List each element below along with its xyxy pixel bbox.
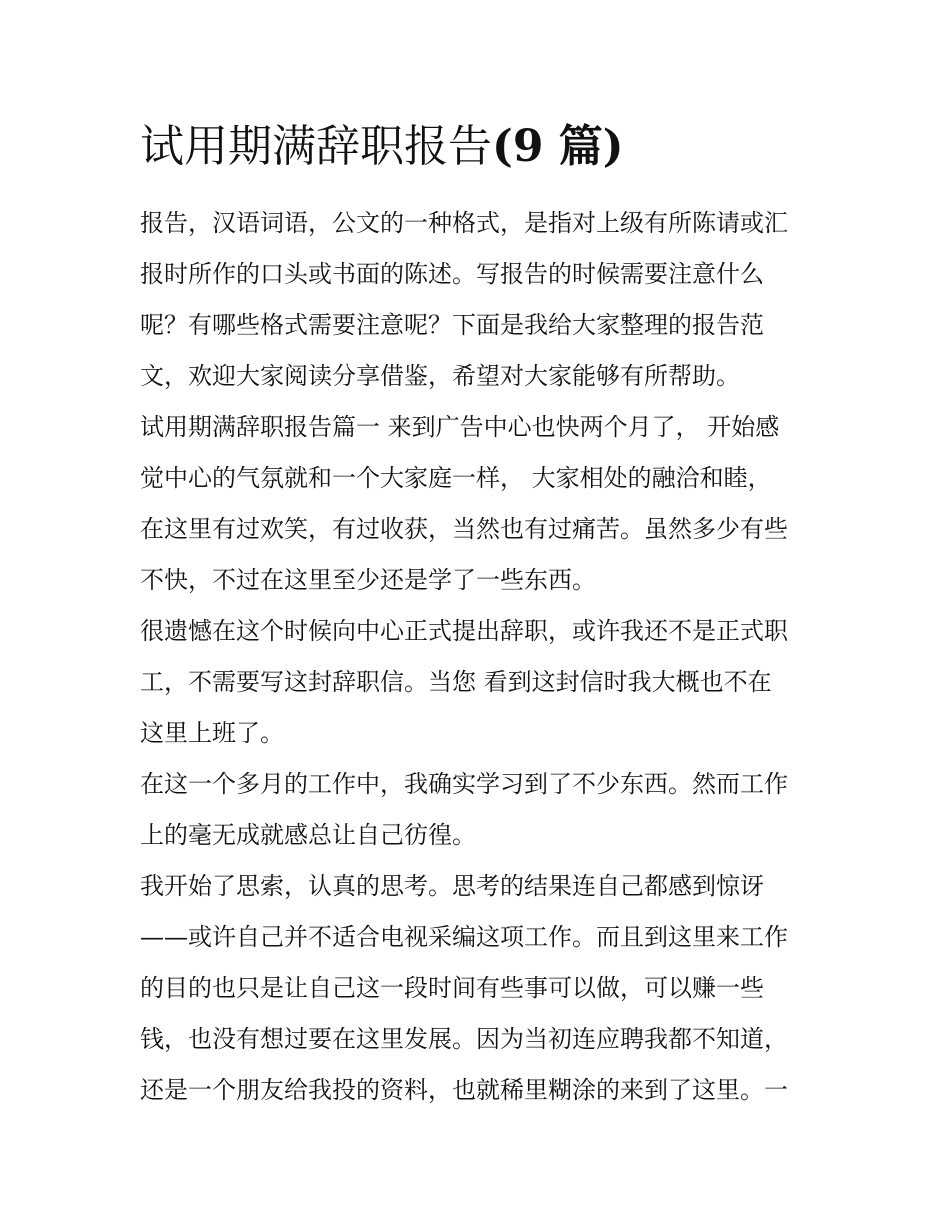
- text-line: 在这一个多月的工作中，我确实学习到了不少东西。然而工作: [140, 770, 788, 798]
- document-title: [140, 118, 624, 176]
- text-line: 的目的也只是让自己这一段时间有些事可以做，可以赚一些: [140, 974, 764, 1002]
- title-count: (9 篇): [492, 121, 624, 172]
- text-line: 工，不需要写这封辞职信。当您 看到这封信时我大概也不在: [140, 668, 772, 696]
- text-line: 上的毫无成就感总让自己彷徨。: [140, 821, 476, 849]
- text-line: ——或许自己并不适合电视采编这项工作。而且到这里来工作: [140, 923, 788, 951]
- text-line: 报告，汉语词语，公文的一种格式，是指对上级有所陈请或汇: [140, 209, 788, 237]
- text-line: 我开始了思索，认真的思考。思考的结果连自己都感到惊讶: [140, 872, 764, 900]
- text-line: 报时所作的口头或书面的陈述。写报告的时候需要注意什么: [140, 260, 764, 288]
- text-line: 很遗憾在这个时候向中心正式提出辞职，或许我还不是正式职: [140, 617, 788, 645]
- text-line: 文，欢迎大家阅读分享借鉴，希望对大家能够有所帮助。: [140, 362, 740, 390]
- text-line: 这里上班了。: [140, 719, 284, 747]
- text-line: 呢？有哪些格式需要注意呢？下面是我给大家整理的报告范: [140, 311, 764, 339]
- document-body: [140, 198, 820, 1116]
- text-line: 觉中心的气氛就和一个大家庭一样， 大家相处的融洽和睦，: [140, 464, 772, 492]
- text-line: 还是一个朋友给我投的资料，也就稀里糊涂的来到了这里。一: [140, 1076, 788, 1104]
- text-line: 试用期满辞职报告篇一 来到广告中心也快两个月了， 开始感: [140, 413, 780, 441]
- text-line: 在这里有过欢笑，有过收获，当然也有过痛苦。虽然多少有些: [140, 515, 788, 543]
- text-line: 不快，不过在这里至少还是学了一些东西。: [140, 566, 596, 594]
- text-line: 钱，也没有想过要在这里发展。因为当初连应聘我都不知道，: [140, 1025, 788, 1053]
- title-text: 试用期满辞职报告: [140, 121, 492, 172]
